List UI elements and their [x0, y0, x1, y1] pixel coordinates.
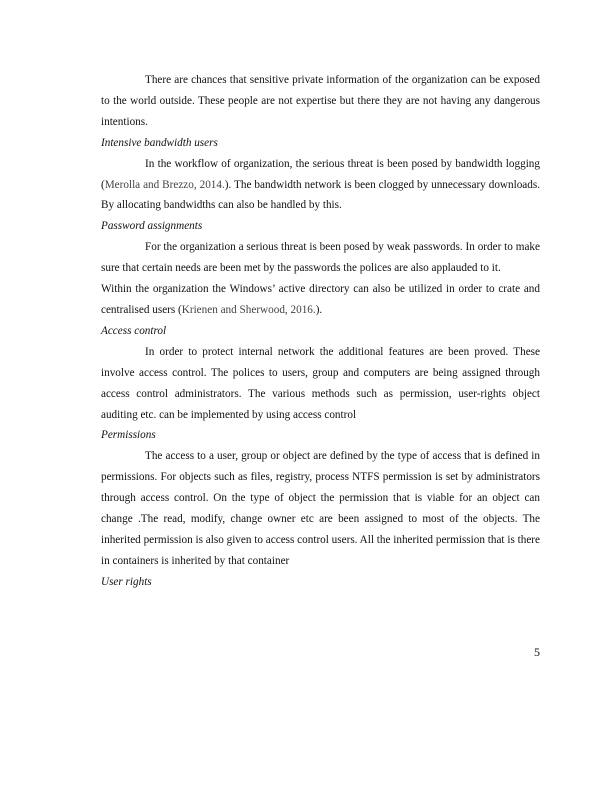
paragraph-bandwidth: [101, 154, 540, 217]
paragraph-text: Within the organization the Windows’ active directory can also be utilized in order to crate and centralised users (: [101, 283, 540, 316]
heading-password-assignments: Password assignments: [101, 220, 203, 233]
paragraph-text: ). The bandwidth network is been clogged by unnecessary downloads. By allocating bandwidths can also be handled by this.: [101, 178, 540, 212]
heading-intensive-bandwidth-users: Intensive bandwidth users: [101, 136, 218, 149]
paragraph-text: In the workflow of organization, the serious threat is been posed by bandwidth logging (: [101, 157, 540, 191]
paragraph-text: There are chances that sensitive private information of the organization can be exposed to the world outside. These people are not expertise but there they are not having any dangerous intentions.: [101, 74, 540, 128]
heading-access-control: Access control: [101, 324, 167, 337]
heading-permissions: Permissions: [101, 429, 156, 442]
paragraph-permissions: [101, 446, 540, 571]
heading-user-rights: User rights: [101, 575, 152, 588]
paragraph-text: For the organization a serious threat is been posed by weak passwords. In order to make sure that certain needs are been met by the passwords the polices are also applauded to it.: [101, 241, 540, 275]
paragraph-weak-passwords: [101, 237, 540, 279]
paragraph-access-control: [101, 342, 540, 426]
paragraph-sensitive-information: [101, 70, 540, 133]
page-number: 5: [534, 645, 540, 659]
paragraph-text: In order to protect internal network the additional features are been proved. These involve access control. The polices to users, group and computers are being assigned through access control administrators. The various methods such as permission, user-rights object auditing etc. can be implemented by using access control: [101, 345, 540, 421]
citation: Merolla and Brezzo, 2014.: [104, 178, 225, 191]
paragraph-text: The access to a user, group or object are defined by the type of access that is defined in permissions. For objects such as files, registry, process NTFS permission is set by administrators through access control. On the type of object the permission that is viable for an object can change .The read, modify, change owner etc are been assigned to most of the objects. The inherited permission is also given to access control users. All the inherited permission that is there in containers is inherited by that container: [101, 450, 540, 567]
citation: Krienen and Sherwood, 2016.: [181, 303, 316, 316]
paragraph-text: ).: [315, 303, 323, 316]
page-body: [101, 70, 540, 593]
paragraph-active-directory: [101, 279, 540, 321]
